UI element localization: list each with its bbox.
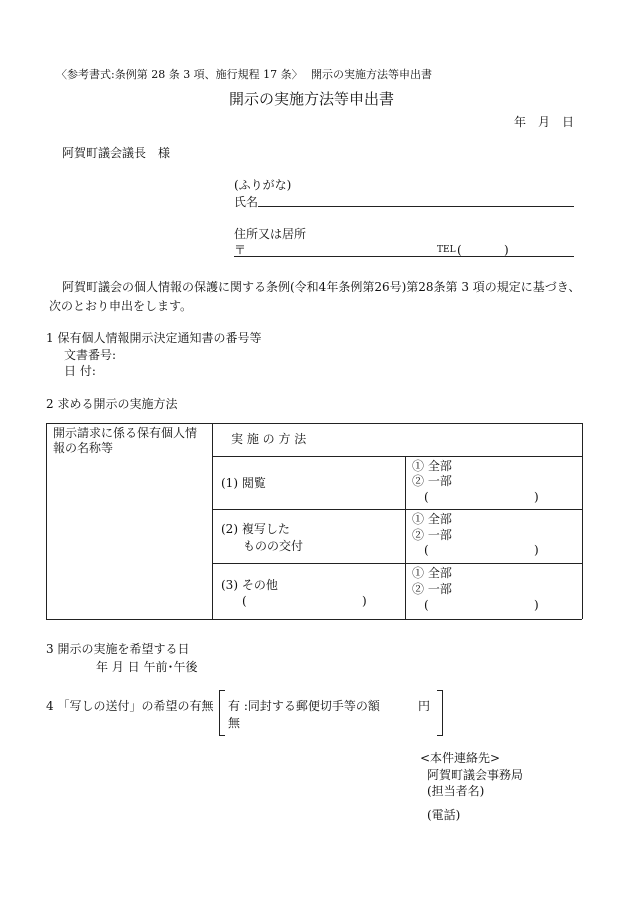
bracket-right (437, 690, 443, 736)
notice-date-label: 日 付: (64, 364, 96, 378)
method-row-2-option-part: ② 一部 (412, 528, 452, 542)
method-row-1-label: (1) 閲覧 (221, 476, 266, 490)
postal-mark: 〒 (234, 243, 247, 257)
page-title: 開示の実施方法等申出書 (229, 90, 395, 108)
section-4-heading: 4 「写しの送付」の希望の有無 (46, 699, 214, 713)
furigana-label: (ふりがな) (234, 178, 292, 192)
method-row-2-option-all: ① 全部 (412, 512, 452, 526)
section-3-heading: 3 開示の実施を希望する日 (46, 642, 190, 656)
method-row-3-paren-open: ( (242, 594, 247, 608)
mail-yes-option: 有 :同封する郵便切手等の額 (228, 699, 380, 713)
contact-phone: (電話) (427, 808, 461, 822)
tel-label: TEL (437, 245, 456, 255)
address-label: 住所又は居所 (234, 227, 307, 241)
contact-label: <本件連絡先> (420, 751, 501, 765)
method-row-3-option-paren-open: ( (424, 598, 429, 612)
table-col1-header-line2: 報の名称等 (53, 441, 114, 455)
tel-paren-close: ) (504, 243, 509, 257)
method-row-3-option-paren-close: ) (534, 598, 539, 612)
name-label: 氏名 (234, 195, 259, 209)
table-col1-header-line1: 開示請求に係る保有個人情 (53, 426, 198, 440)
method-row-3-option-all: ① 全部 (412, 566, 452, 580)
mail-no-option: 無 (228, 716, 241, 730)
date-field: 年 月 日 (514, 115, 575, 129)
section-2-heading: 2 求める開示の実施方法 (46, 397, 178, 411)
document-number-label: 文書番号: (64, 348, 117, 362)
reference-form-title: 開示の実施方法等申出書 (311, 68, 432, 81)
method-row-2-label-line2: ものの交付 (243, 539, 304, 553)
table-col2-header: 実 施 の 方 法 (231, 432, 307, 446)
preferred-date-line: 年 月 日 午前･午後 (96, 660, 198, 674)
method-row-2-label-line1: (2) 複写した (221, 522, 290, 536)
tel-paren-open: ( (457, 243, 462, 257)
yen-label: 円 (418, 699, 431, 713)
method-row-3-label-line1: (3) その他 (221, 578, 278, 592)
method-row-1-option-all: ① 全部 (412, 459, 452, 473)
method-row-1-option-part: ② 一部 (412, 474, 452, 488)
addressee: 阿賀町議会議長 様 (62, 146, 171, 160)
intro-line-2: 次のとおり申出をします。 (49, 299, 193, 313)
bracket-left (219, 690, 225, 736)
method-row-3-option-part: ② 一部 (412, 582, 452, 596)
method-row-2-paren-close: ) (534, 543, 539, 557)
address-underline (234, 256, 574, 257)
name-underline (258, 206, 574, 207)
method-row-3-paren-close: ) (362, 594, 367, 608)
method-row-1-paren-close: ) (534, 490, 539, 504)
section-1-heading: 1 保有個人情報開示決定通知書の番号等 (46, 331, 262, 345)
contact-person: (担当者名) (427, 784, 485, 798)
method-row-1-paren-open: ( (424, 490, 429, 504)
intro-line-1: 阿賀町議会の個人情報の保護に関する条例(令和4年条例第26号)第28条第 3 項の規定に基づき、 (62, 280, 581, 294)
contact-office: 阿賀町議会事務局 (427, 768, 524, 782)
reference-note: 〈参考書式:条例第 28 条 3 項、施行規程 17 条〉 (56, 68, 303, 81)
method-row-2-paren-open: ( (424, 543, 429, 557)
